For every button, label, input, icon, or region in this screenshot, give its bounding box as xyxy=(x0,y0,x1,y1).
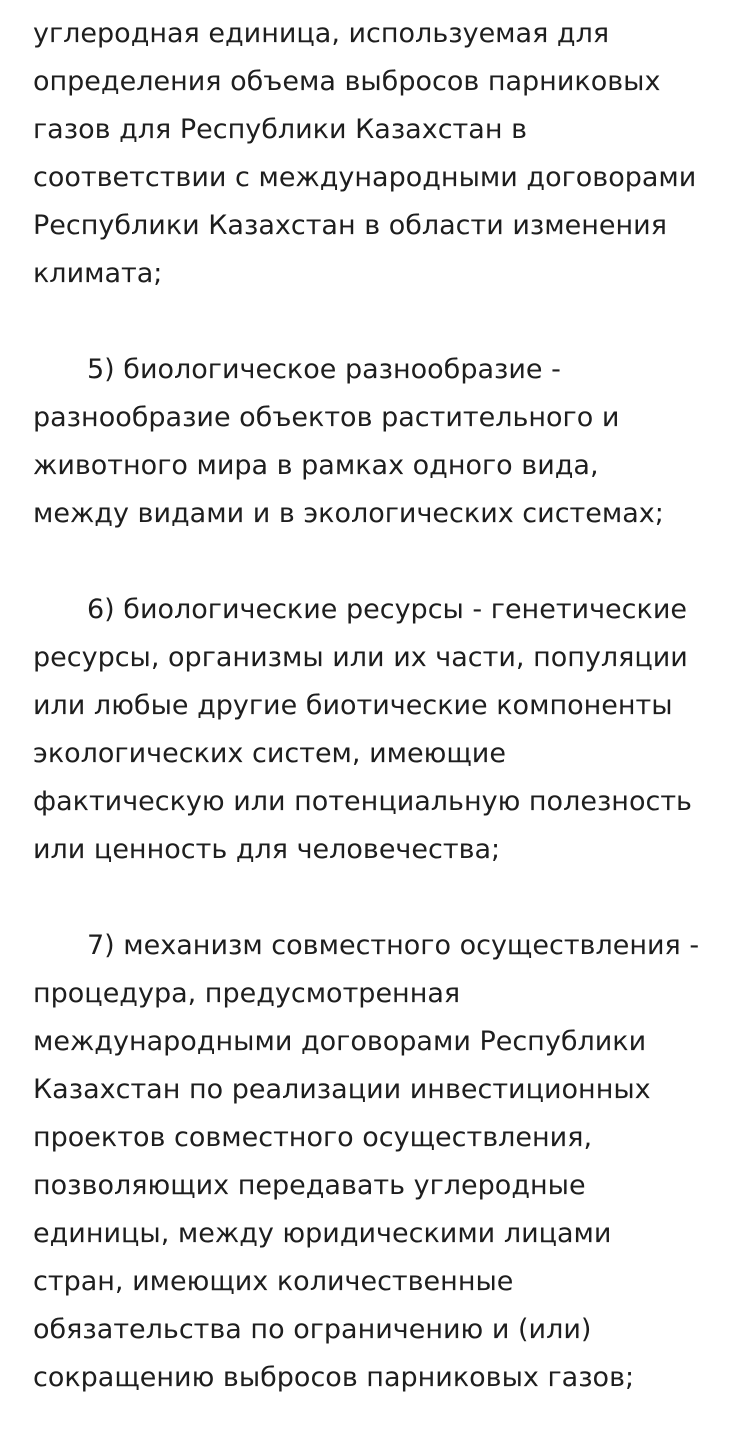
text-line: или любые другие биотические компоненты xyxy=(33,690,673,721)
text-line: животного мира в рамках одного вида, xyxy=(33,450,599,481)
text-line: определения объема выбросов парниковых xyxy=(33,66,661,97)
text-line: 6) биологические ресурсы - генетические xyxy=(87,594,687,625)
text-line: стран, имеющих количественные xyxy=(33,1266,514,1297)
paragraph-item-5-biodiversity xyxy=(33,346,733,538)
text-line: газов для Республики Казахстан в xyxy=(33,114,527,145)
text-line: разнообразие объектов растительного и xyxy=(33,402,620,433)
paragraph-item-7-joint-implementation xyxy=(33,922,733,1402)
text-line: единицы, между юридическими лицами xyxy=(33,1218,612,1249)
text-line: международными договорами Республики xyxy=(33,1026,647,1057)
paragraph-item-6-biological-resources xyxy=(33,586,733,874)
text-line: позволяющих передавать углеродные xyxy=(33,1170,586,1201)
text-line: 7) механизм совместного осуществления - xyxy=(87,930,700,961)
text-line: сокращению выбросов парниковых газов; xyxy=(33,1362,635,1393)
text-line: 5) биологическое разнообразие - xyxy=(87,354,561,385)
text-line: углеродная единица, используемая для xyxy=(33,18,610,49)
text-line: процедура, предусмотренная xyxy=(33,978,461,1009)
text-line: климата; xyxy=(33,258,163,289)
text-line: между видами и в экологических системах; xyxy=(33,498,664,529)
document-body xyxy=(33,0,733,1450)
paragraph-carbon-unit xyxy=(33,0,733,298)
text-line: Республики Казахстан в области изменения xyxy=(33,210,667,241)
text-line: Казахстан по реализации инвестиционных xyxy=(33,1074,651,1105)
text-line xyxy=(33,0,733,10)
text-line: ресурсы, организмы или их части, популяции xyxy=(33,642,688,673)
text-line: соответствии с международными договорами xyxy=(33,162,697,193)
text-line: обязательства по ограничению и (или) xyxy=(33,1314,592,1345)
text-line: проектов совместного осуществления, xyxy=(33,1122,593,1153)
text-line: фактическую или потенциальную полезность xyxy=(33,786,692,817)
text-line: экологических систем, имеющие xyxy=(33,738,506,769)
text-line: или ценность для человечества; xyxy=(33,834,501,865)
